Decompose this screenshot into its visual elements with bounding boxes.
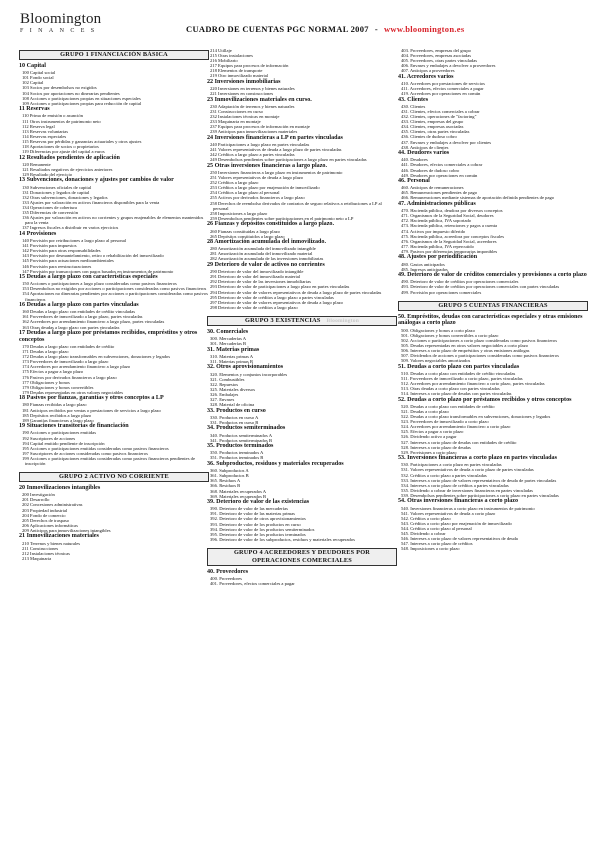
account-item: 241 Valores representativos de deuda a largo plazo de partes vinculadas xyxy=(210,147,342,153)
account-item: 437. Envases y embalajes a devolver por clientes xyxy=(401,139,492,145)
account-item: 474. Activos por impuesto diferido xyxy=(401,228,466,234)
account-group-heading: 30. Comerciales xyxy=(207,328,249,335)
account-group-heading: 20 Inmovilizaciones intangibles xyxy=(19,485,101,492)
account-item: 294 Deterioro de valor de valores representativos de deuda a largo plazo de partes vinculadas xyxy=(210,289,382,295)
account-item: 465. Remuneraciones pendientes de pago xyxy=(401,190,478,196)
account-item: 171 Deudas a largo plazo xyxy=(22,349,69,355)
account-item: 204 Fondo de comercio xyxy=(22,512,66,518)
account-item: 368. Materiales recuperados A xyxy=(210,488,267,494)
group-header xyxy=(19,50,209,60)
account-item: 258 Derechos de reembolso derivados de contratos de seguro relativos a retribuciones a LP al personal xyxy=(210,200,382,211)
account-item: 501. Obligaciones y bonos convertibles a corto plazo xyxy=(401,332,499,338)
account-group-heading: 39. Deterioro de valor de las existencias xyxy=(207,499,310,506)
account-item: 209 Anticipos para inmovilizaciones intangibles xyxy=(22,527,111,533)
account-item: 300. Mercaderías A xyxy=(210,336,247,342)
account-item: 137 Ingresos fiscales a distribuir en varios ejercicios xyxy=(22,225,119,231)
account-item: 350. Productos terminados A xyxy=(210,450,264,456)
account-item: 112 Reserva legal xyxy=(22,123,55,129)
account-item: 179 Obligaciones y bonos convertibles xyxy=(22,384,94,390)
account-item: 254 Créditos a largo plazo al personal xyxy=(210,190,280,196)
page-title xyxy=(186,24,464,34)
account-item: 520. Deudas a corto plazo con entidades de crédito xyxy=(401,403,495,409)
account-item: 176 Pasivos por derivados financieros a largo plazo xyxy=(22,374,117,380)
account-group-heading: 12 Resultados pendientes de aplicación xyxy=(19,154,120,161)
account-item: 410. Acreedores por prestaciones de servicios xyxy=(401,81,485,87)
account-item: 320. Elementos y conjuntos incorporables xyxy=(210,371,288,377)
account-item: 297 Deterioro de valor de valores representativos de deuda a largo plazo xyxy=(210,299,343,305)
account-group-heading: 32. Otros aprovisionamientos xyxy=(207,364,284,371)
account-item: 512. Acreedores por arrendamiento financiero a corto plazo, partes vinculadas xyxy=(401,381,545,387)
account-group-heading: 33. Productos en curso xyxy=(207,407,266,414)
account-item: 113 Reservas voluntarias xyxy=(22,128,69,134)
account-item: 172 Deudas a largo plazo transformables en subvenciones, donaciones y legados xyxy=(22,354,171,360)
account-group-heading: 41. Acreedores varios xyxy=(398,73,454,80)
account-item: 490. Deterioro de valor de créditos por operaciones comerciales xyxy=(401,279,519,285)
account-item: 475. Hacienda pública, acreedora por conceptos fiscales xyxy=(401,233,505,239)
account-item: 485. Ingresos anticipados xyxy=(401,266,448,272)
account-item: 326. Embalajes xyxy=(210,391,239,397)
account-item: 310. Materias primas A xyxy=(210,353,254,359)
account-item: 472. Hacienda pública, IVA soportado xyxy=(401,218,472,224)
spacer xyxy=(398,295,588,299)
account-item: 436. Clientes de dudoso cobro xyxy=(401,134,457,140)
group-header xyxy=(207,548,397,566)
account-item: 330. Productos en curso A xyxy=(210,414,259,420)
account-item: 129 Resultado del ejercicio xyxy=(22,171,73,177)
account-item: 237 Equipos para procesos de información en montaje xyxy=(210,124,310,130)
account-item: 523. Proveedores de inmovilizado a corto plazo xyxy=(401,419,489,425)
account-item: 544. Créditos a corto plazo al personal xyxy=(401,526,472,531)
page-header xyxy=(0,0,599,46)
account-item: 154 Aportaciones no dinerarias pendientes por acciones o participaciones consideradas como pasivos financieros xyxy=(22,291,208,302)
account-item: 535. Dividendo a cobrar de inversiones financieras en partes vinculadas xyxy=(401,487,533,493)
account-item: 328. Material de oficina xyxy=(210,402,255,408)
account-item: 298 Deterioro de valor de créditos a largo plazo xyxy=(210,304,298,310)
account-item: 259 Desembolsos pendientes sobre participaciones en el patrimonio neto a LP xyxy=(210,215,354,221)
account-item: 543. Créditos a corto plazo por enajenación de inmovilizado xyxy=(401,520,512,526)
account-item: 218 Elementos de transporte xyxy=(210,68,263,74)
spacer xyxy=(19,466,209,470)
account-item: 135 Diferencias de conversión xyxy=(22,210,78,216)
spacer xyxy=(207,310,397,314)
account-item: 542. Créditos a corto plazo xyxy=(401,515,451,521)
account-item: 438. Anticipos de clientes xyxy=(401,144,449,150)
account-group-heading: 36. Subproductos, residuos y materiales recuperados xyxy=(207,460,344,467)
account-group-heading: 35. Productos terminados xyxy=(207,443,274,450)
account-item: 396. Deterioro de valor de los subproductos, residuos y materiales recuperados xyxy=(210,536,355,542)
account-item: 477. Hacienda pública, IVA repercutido xyxy=(401,243,474,249)
account-item: 533. Intereses a corto plazo de valores representativos de deuda de partes vinculadas xyxy=(401,477,557,483)
account-item: 480. Gastos anticipados xyxy=(401,261,445,267)
account-item: 100 Capital social xyxy=(22,70,56,76)
account-item: 201 Desarrollo xyxy=(22,497,50,503)
account-group-heading: 14 Provisiones xyxy=(19,230,57,237)
account-item: 251 Valores representativos de deuda a largo plazo xyxy=(210,175,304,181)
account-item: 190 Acciones o participaciones emitidas xyxy=(22,430,96,436)
account-item: 180 Fianzas recibidas a largo plazo xyxy=(22,402,87,408)
account-group-heading: 21 Inmovilizaciones materiales xyxy=(19,533,99,540)
account-item: 510. Deudas a corto plazo con entidades de crédito vinculadas xyxy=(401,370,516,376)
account-item: 132 Otras subvenciones, donaciones y legados xyxy=(22,194,108,200)
account-item: 177 Obligaciones y bonos xyxy=(22,379,70,385)
group-header xyxy=(398,301,588,311)
account-item: 470. Hacienda pública, deudora por diversos conceptos xyxy=(401,208,503,214)
account-item: 473. Hacienda pública, retenciones y pagos a cuenta xyxy=(401,223,498,229)
account-item: 200 Investigación xyxy=(22,492,55,498)
account-item: 249 Desembolsos pendientes sobre participaciones a largo plazo en partes vinculadas xyxy=(210,157,367,163)
account-item: 197 Suscriptores de acciones consideradas como pasivos financieros xyxy=(22,450,148,456)
account-item: 141 Provisión para impuestos xyxy=(22,243,77,249)
account-item: 441. Deudores, efectos comerciales a cobrar xyxy=(401,162,483,168)
account-item: 529. Provisiones a corto plazo xyxy=(401,449,457,455)
account-group-heading: 49. Deterioro de valor de créditos comerciales y provisiones a corto plazo xyxy=(398,272,587,279)
account-item: 115 Reservas por pérdidas y ganancias actuariales y otros ajustes xyxy=(22,138,142,144)
account-group-heading: 10 Capital xyxy=(19,63,46,69)
account-item: 255 Activos por derivados financieros a largo plazo xyxy=(210,195,305,201)
account-item: 460. Anticipos de remuneraciones xyxy=(401,185,464,191)
account-item: 365. Residuos A xyxy=(210,478,241,484)
account-item: 509. Valores negociables amortizados xyxy=(401,358,471,364)
account-item: 369. Materiales recuperados B xyxy=(210,493,267,499)
account-item: 110 Prima de emisión o asunción xyxy=(22,113,83,119)
account-item: 311. Materias primas B xyxy=(210,358,253,364)
account-item: 205 Derechos de traspaso xyxy=(22,517,70,523)
account-item: 252 Créditos a largo plazo xyxy=(210,180,259,186)
account-group-heading: 16 Deudas a largo plazo con partes vinculadas xyxy=(19,302,139,309)
account-group-heading: 51. Deudas a corto plazo con partes vinculadas xyxy=(398,363,520,370)
account-item: 108 Acciones o participaciones propias en situaciones especiales xyxy=(22,95,141,101)
account-item: 393. Deterioro de valor de los productos en curso xyxy=(210,521,301,527)
account-item: 405. Proveedores, otras partes vinculadas xyxy=(401,58,478,64)
account-group-heading: 13 Subvenciones, donaciones y ajustes por cambios de valor xyxy=(19,177,174,184)
account-item: 507. Dividendos de acciones o participaciones consideradas como pasivos financieros xyxy=(401,353,559,359)
column-3 xyxy=(398,48,588,551)
account-item: 230 Adaptación de terrenos y bienes naturales xyxy=(210,103,295,109)
account-item: 217 Equipos para procesos de información xyxy=(210,63,289,69)
account-item: 134 Operaciones de cobertura xyxy=(22,204,77,210)
title-separator: - xyxy=(374,24,378,34)
account-item: 545. Dividendo a cobrar xyxy=(401,531,446,537)
account-item: 534. Intereses a corto plazo de créditos a partes vinculadas xyxy=(401,482,509,488)
account-item: 153 Desembolsos no exigidos por acciones o participaciones consideradas como pasivos financieros xyxy=(22,286,207,292)
account-item: 102 Capital xyxy=(22,80,44,86)
group-title: GRUPO 1 FINANCIACIÓN BÁSICA xyxy=(60,51,168,58)
account-group-heading: 18 Pasivos por fianzas, garantías y otros conceptos a LP xyxy=(19,395,164,402)
website-link[interactable]: www.bloomington.es xyxy=(383,24,465,34)
account-item: 499. Provisión por operaciones comerciales xyxy=(401,289,482,295)
account-item: 548. Imposiciones a corto plazo xyxy=(401,546,460,552)
column-1 xyxy=(19,48,209,561)
account-group-heading: 31. Materias primas xyxy=(207,346,260,353)
account-item: 540. Inversiones financieras a corto plazo en instrumentos de patrimonio xyxy=(401,505,535,511)
account-item: 541. Valores representativos de deuda a corto plazo xyxy=(401,510,496,516)
account-group-heading: 26 Fianzas y depósitos constituidos a largo plazo. xyxy=(207,221,334,228)
account-item: 211 Construcciones xyxy=(22,545,59,551)
account-item: 250 Inversiones financieras a largo plazo en instrumentos de patrimonio xyxy=(210,170,343,175)
account-item: 327. Envases xyxy=(210,397,235,403)
account-item: 395. Deterioro de valor de los productos terminados xyxy=(210,531,306,537)
account-item: 521. Deudas a corto plazo xyxy=(401,408,449,414)
account-item: 213 Maquinaria xyxy=(22,555,52,561)
account-item: 170 Deudas a largo plazo con entidades de crédito xyxy=(22,343,115,349)
account-group-heading: 40. Proveedores xyxy=(207,568,249,575)
account-item: 390. Deterioro de valor de las mercaderías xyxy=(210,506,288,512)
account-item: 360. Subproductos A xyxy=(210,468,249,474)
account-item: 392. Deterioro de valor de otros aprovisionamientos xyxy=(210,516,306,522)
account-item: 401. Proveedores, efectos comerciales a pagar xyxy=(210,581,295,587)
account-item: 411. Acreedores, efectos comerciales a pagar xyxy=(401,86,484,92)
account-item: 407. Anticipos a proveedores xyxy=(401,68,455,74)
account-item: 121 Resultados negativos de ejercicios anteriores xyxy=(22,166,113,172)
account-item: 119 Diferencias por ajuste del capital a euros xyxy=(22,149,105,155)
spacer xyxy=(207,542,397,546)
account-item: 539. Desembolsos pendientes sobre participaciones a corto plazo en partes vinculadas xyxy=(401,492,559,498)
account-group-heading: 29 Deterioro de valor de activos no corrientes xyxy=(207,261,325,268)
account-item: 260 Fianzas constituidas a largo plazo xyxy=(210,228,280,234)
account-group-heading: 24 Inversiones financieras a LP en partes vinculadas xyxy=(207,134,343,141)
account-item: 506. Intereses a corto plazo de empréstitos y otras emisiones análogas xyxy=(401,347,530,353)
account-item: 215 Otras instalaciones xyxy=(210,53,253,59)
account-item: 118 Aportaciones de socios o propietarios xyxy=(22,143,99,149)
account-item: 530. Participaciones a corto plazo en partes vinculadas xyxy=(401,462,502,468)
account-item: 446. Deudores de dudoso cobro xyxy=(401,167,460,173)
account-group-heading: 43. Clientes xyxy=(398,96,429,103)
account-group-heading: 52. Deudas a corto plazo por préstamos recibidos y otros conceptos xyxy=(398,396,572,403)
account-item: 404. Proveedores, empresas asociadas xyxy=(401,53,472,59)
account-item: 524. Acreedores por arrendamiento financiero a corto plazo xyxy=(401,424,511,430)
account-item: 221 Inversiones en construcciones xyxy=(210,91,274,97)
account-item: 493. Deterioro de valor de créditos por operaciones comerciales con partes vinculadas xyxy=(401,284,560,290)
account-item: 109 Acciones o participaciones propias para reducción de capital xyxy=(22,100,142,106)
title-text: CUADRO DE CUENTAS PGC NORMAL 2007 xyxy=(186,24,369,34)
account-item: 253 Créditos a largo plazo por enajenación de inmovilizado xyxy=(210,185,320,191)
account-item: 120 Remanente xyxy=(22,161,51,167)
account-item: 147 Provisión por transacciones con pagos basados en instrumentos de patrimonio xyxy=(22,268,174,274)
account-item: 206 Aplicaciones informáticas xyxy=(22,522,78,528)
account-item: 391. Deterioro de valor de las materias primas xyxy=(210,511,295,517)
account-group-heading: 15 Deudas a largo plazo con características especiales xyxy=(19,274,158,281)
account-group-heading: 17 Deudas a largo plazo por préstamos recibidos, empréstitos y otros conceptos xyxy=(19,329,198,343)
account-item: 220 Inversiones en terrenos y bienes naturales xyxy=(210,86,295,92)
account-item: 351. Productos terminados B xyxy=(210,455,264,461)
account-item: 522. Deudas a corto plazo transformables en subvenciones, donaciones y legados xyxy=(401,414,551,420)
watermark: Bloomington xyxy=(326,317,359,324)
account-item: 175 Efectos a pagar a largo plazo xyxy=(22,369,84,375)
account-item: 194 Capital emitido pendiente de inscripción xyxy=(22,440,105,446)
account-item: 131 Donaciones y legados de capital xyxy=(22,189,90,195)
account-group-heading: 46. Personal xyxy=(398,178,430,185)
account-item: 505. Deudas representadas en otros valores negociables a corto plazo xyxy=(401,342,529,348)
account-item: 340. Productos semiterminados A xyxy=(210,432,273,438)
account-item: 432. Clientes, operaciones de "factoring" xyxy=(401,114,477,120)
account-item: 449. Deudores por operaciones en común xyxy=(401,172,478,178)
account-item: 233 Maquinaria en montaje xyxy=(210,119,261,125)
group-title: GRUPO 2 ACTIVO NO CORRIENTE xyxy=(59,473,169,481)
account-item: 400. Proveedores xyxy=(210,576,242,582)
account-item: 292 Deterioro de valor de las inversiones inmobiliarias xyxy=(210,279,311,285)
account-item: 210 Terrenos y bienes naturales xyxy=(22,540,81,546)
column-2 xyxy=(207,48,397,586)
account-item: 101 Fondo social xyxy=(22,75,54,81)
account-item: 192 Suscriptores de acciones xyxy=(22,435,76,441)
account-item: 476. Organismos de la Seguridad Social, acreedores xyxy=(401,238,497,244)
account-group-heading: 19 Situaciones transitorias de financiación xyxy=(19,423,129,430)
account-item: 146 Provisión para reestructuraciones xyxy=(22,263,92,269)
account-group-heading: 44. Deudores varios xyxy=(398,150,450,157)
account-group-heading: 23 Inmovilizaciones materiales en curso. xyxy=(207,96,312,103)
account-item: 232 Instalaciones técnicas en montaje xyxy=(210,114,280,120)
account-item: 394. Deterioro de valor de los productos semiterminados xyxy=(210,526,315,532)
logo-name: Bloomington xyxy=(20,11,102,27)
account-item: 161 Proveedores de inmovilizado a largo plazo, partes vinculadas xyxy=(22,314,143,320)
account-item: 321. Combustibles xyxy=(210,376,245,382)
account-group-heading: 48. Ajustes por periodificación xyxy=(398,254,478,261)
account-item: 162 Acreedores por arrendamiento financiero a largo plazo, partes vinculadas xyxy=(22,319,165,325)
account-item: 181 Anticipos recibidos por ventas o prestaciones de servicios a largo plazo xyxy=(22,407,161,413)
account-item: 231 Construcciones en curso xyxy=(210,109,263,114)
account-item: 145 Provisión para actuaciones medioambientales xyxy=(22,258,114,264)
account-item: 163 Otras deudas a largo plazo con partes vinculadas xyxy=(22,324,120,330)
account-item: 203 Propiedad industrial xyxy=(22,507,68,513)
account-item: 431. Clientes, efectos comerciales a cobrar xyxy=(401,109,480,114)
account-item: 513. Otras deudas a corto plazo con partes vinculadas xyxy=(401,386,500,392)
account-item: 406. Envases y embalajes a devolver a proveedores xyxy=(401,63,496,69)
account-item: 511. Proveedores de inmovilizado a corto plazo, partes vinculadas xyxy=(401,375,523,381)
account-item: 479. Pasivos por diferencias temporarias imponibles xyxy=(401,248,498,254)
account-item: 471. Organismos de la Seguridad Social, deudores xyxy=(401,213,494,219)
account-item: 265 Depósitos constituidos a largo plazo xyxy=(210,233,285,239)
account-group-heading: 53. Inversiones financieras a corto plazo en partes vinculadas xyxy=(398,455,557,462)
account-item: 290 Deterioro de valor del inmovilizado intangible xyxy=(210,269,304,275)
account-item: 466. Remuneraciones mediante sistemas de aportación definida pendientes de pago xyxy=(401,195,555,201)
account-item: 531. Valores representativos de deuda a corto plazo de partes vinculadas xyxy=(401,467,534,473)
account-item: 239 Anticipos para inmovilizaciones materiales xyxy=(210,129,298,135)
account-item: 136 Ajustes por valoración en activos no corrientes y grupos enajenables de elementos mantenidos para la venta xyxy=(22,215,204,226)
account-item: 440. Deudores xyxy=(401,157,428,163)
account-item: 295 Deterioro de valor de créditos a largo plazo a partes vinculadas xyxy=(210,294,334,300)
account-item: 212 Instalaciones técnicas xyxy=(22,550,70,556)
account-item: 143 Provisión por desmantelamiento, retiro o rehabilitación del inmovilizado xyxy=(22,253,164,259)
bloomington-logo xyxy=(20,12,140,35)
account-item: 195 Acciones o participaciones emitidas consideradas como pasivos financieros xyxy=(22,445,169,451)
account-item: 133 Ajustes por valoración en activos financieros disponibles para la venta xyxy=(22,199,160,205)
account-item: 202 Concesiones administrativas xyxy=(22,502,83,508)
logo-subtitle: FINANCES xyxy=(20,28,101,34)
account-group-heading: 28 Amortización acumulada del inmovilizado. xyxy=(207,239,326,246)
account-item: 242 Créditos a largo plazo a partes vinculadas xyxy=(210,152,295,158)
account-item: 173 Proveedores de inmovilizado a largo plazo xyxy=(22,359,109,365)
account-item: 403. Proveedores, empresas del grupo xyxy=(401,48,471,53)
account-group-heading: 22 Inversiones inmobiliarias xyxy=(207,78,281,85)
account-item: 430. Clientes xyxy=(401,103,426,109)
account-item: 361. Subproductos B xyxy=(210,473,249,479)
account-item: 291 Deterioro de valor del inmovilizado material xyxy=(210,274,301,280)
account-item: 528. Intereses a corto plazo de deudas xyxy=(401,444,471,450)
account-group-heading: 54. Otras inversiones financieras a corto plazo xyxy=(398,498,518,505)
group-header xyxy=(19,472,209,482)
account-group-heading: 34. Productos semiterminados xyxy=(207,425,286,432)
account-item: 281 Amortización acumulada del inmovilizado material xyxy=(210,251,313,257)
account-item: 301. Mercaderías B xyxy=(210,341,247,347)
account-item: 150 Acciones o participaciones a largo plazo consideradas como pasivos financieros xyxy=(22,281,177,287)
account-item: 514. Intereses a corto plazo de deudas con partes vinculadas xyxy=(401,391,512,397)
account-item: 216 Mobiliario xyxy=(210,58,238,64)
account-item: 142 Provisión para otras responsabilidades xyxy=(22,248,101,254)
account-item: 546. Intereses a corto plazo de valores representativos de deuda xyxy=(401,536,518,542)
account-item: 322. Repuestos xyxy=(210,381,239,387)
account-group-heading: 11 Reservas xyxy=(19,106,50,113)
account-item: 140 Provisión por retribuciones a largo plazo al personal xyxy=(22,238,127,244)
account-item: 419. Acreedores por operaciones en común xyxy=(401,91,481,97)
account-item: 179 Deudas representadas en otros valores negociables xyxy=(22,389,124,395)
account-item: 282 Amortización acumulada de las inversiones inmobiliarias xyxy=(210,256,324,262)
account-item: 103 Socios por desembolsos no exigidos xyxy=(22,85,97,91)
account-item: 525. Efectos a pagar a corto plazo xyxy=(401,429,464,435)
account-item: 114 Reservas especiales xyxy=(22,133,67,139)
account-group-heading: 47. Administraciones públicas xyxy=(398,200,476,207)
account-item: 526. Dividendo activo a pagar xyxy=(401,434,457,440)
account-item: 258 Imposiciones a largo plazo xyxy=(210,210,268,216)
account-group-heading: 50. Empréstitos, deudas con características especiales y otras emisiones análogas a corto plazo xyxy=(398,313,583,327)
account-item: 199 Acciones o participaciones emitidas consideradas como pasivos financieros pendientes de inscripción xyxy=(22,455,195,466)
account-item: 111 Otros instrumentos de patrimonio neto xyxy=(22,118,101,124)
group-title: GRUPO 3 EXISTENCIAS xyxy=(245,316,321,324)
account-item: 331. Productos en curso B xyxy=(210,419,259,425)
account-item: 219 Otro inmovilizado material xyxy=(210,73,269,79)
account-item: 214 Utillaje xyxy=(210,48,232,53)
account-item: 532. Créditos a corto plazo a partes vinculadas xyxy=(401,472,487,478)
account-item: 502. Acciones o participaciones a corto plazo consideradas como pasivos financieros xyxy=(401,337,558,343)
account-item: 433. Clientes, empresas del grupo xyxy=(401,119,464,125)
account-item: 189 Garantías financieras a largo plazo xyxy=(22,417,94,423)
account-item: 341. Productos semiterminados B xyxy=(210,437,273,443)
account-item: 280 Amortización acumulada del inmovilizado intangible xyxy=(210,246,316,252)
account-item: 325. Materiales diversos xyxy=(210,386,256,392)
account-item: 434. Clientes, empresas asociadas xyxy=(401,124,464,130)
account-item: 104 Socios por aportaciones no dinerarias pendientes xyxy=(22,90,120,96)
account-item: 527. Intereses a corto plazo de deudas con entidades de crédito xyxy=(401,439,517,445)
account-item: 185 Depósitos recibidos a largo plazo xyxy=(22,412,92,418)
account-item: 500. Obligaciones y bonos a corto plazo xyxy=(401,327,475,333)
account-item: 435. Clientes, otras partes vinculadas xyxy=(401,129,470,135)
group-header xyxy=(207,316,397,326)
account-item: 547. Intereses a corto plazo de créditos xyxy=(401,541,473,547)
account-item: 160 Deudas a largo plazo con entidades de crédito vinculadas xyxy=(22,309,136,315)
account-item: 366. Residuos B xyxy=(210,483,241,489)
account-item: 174 Acreedores por arrendamiento financiero a largo plazo xyxy=(22,364,131,370)
account-item: 240 Participaciones a largo plazo en partes vinculadas xyxy=(210,142,310,148)
account-item: 130 Subvenciones oficiales de capital xyxy=(22,184,92,190)
group-title: GRUPO 4 ACREEDORES Y DEUDORES POR OPERACIONES COMERCIALES xyxy=(233,548,371,564)
group-title: GRUPO 5 CUENTAS FINANCIERAS xyxy=(438,301,548,309)
account-item: 293 Deterioro de valor de participaciones a largo plazo en partes vinculadas xyxy=(210,284,350,290)
account-group-heading: 25 Otras inversiones financieras a largo plazo. xyxy=(207,162,328,169)
